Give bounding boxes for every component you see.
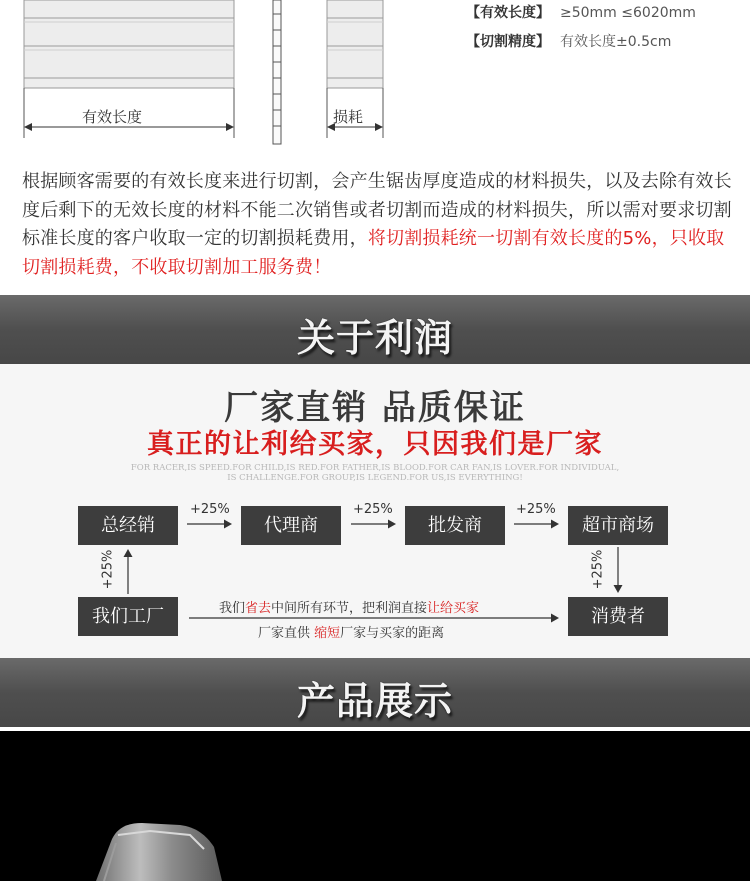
profile-drawing [0,0,750,160]
profit-section [0,364,750,658]
markup-label: +25% [353,502,393,517]
text: 厂家直供 [258,626,315,641]
english-slogan-line: FOR RACER,IS SPEED.FOR CHILD,IS RED.FOR FATHER,IS BLOOD.FOR CAR FAN,IS LOVER.FOR INDIVIDUAL, [130,463,620,473]
banner-title: 关于利润 [296,316,453,360]
english-slogan-line: IS CHALLENGE.FOR GROUP,IS LEGEND.FOR US,IS EVERYTHING! [227,473,523,483]
direct-supply-line-1 [219,597,479,616]
loss-label: 损耗 [333,108,364,126]
direct-supply-line-2 [258,622,444,641]
chain-box-general-distributor: 总经销 [78,506,178,545]
factory-box: 我们工厂 [78,597,178,636]
spec-label: 【有效长度】 [466,5,550,21]
profit-subheadline: 真正的让利给买家，只因我们是厂家 [147,429,603,460]
spec-value: 有效长度±0.5cm [560,34,672,50]
markup-label: +25% [190,502,230,517]
markup-label-vertical: +25% [590,549,606,590]
product-section-banner [0,658,750,727]
spec-label: 【切割精度】 [466,34,550,50]
description-highlight: 将切割损耗统一切割有效长度的5%，只收取切割损耗费，不收取切割加工服务费！ [22,228,725,278]
text: 我们 [219,601,246,616]
banner-title: 产品展示 [296,679,453,723]
spec-value: ≥50mm ≤6020mm [560,5,696,21]
aluminum-profile-image [0,731,750,881]
text: 中间所有环节，把利润直接 [271,601,428,616]
text-highlight: 缩短 [314,626,341,641]
spec-cut-precision [466,31,671,51]
chain-box-wholesaler: 批发商 [405,506,505,545]
cut-length-diagram [0,0,750,160]
profit-section-banner [0,295,750,364]
chain-box-agent: 代理商 [241,506,341,545]
text-highlight: 省去 [245,601,272,616]
markup-label: +25% [516,502,556,517]
description-text: 根据顾客需要的有效长度来进行切割，会产生锯齿厚度造成的材料损失，以及去除有效长度后剩下的无效长度的材料不能二次销售或者切割而造成的材料损失，所以需对要求切割标准长度的客户收取一定的切割损耗费用， [22,171,732,249]
profit-headline: 厂家直销 品质保证 [224,388,526,428]
chain-box-supermarket: 超市商场 [568,506,668,545]
effective-length-label: 有效长度 [82,108,143,126]
cutting-fee-description [22,168,732,282]
product-photo [0,731,750,881]
text-highlight: 让给买家 [427,601,480,616]
text: 厂家与买家的距离 [340,626,445,641]
consumer-box: 消费者 [568,597,668,636]
spec-effective-length [466,2,696,22]
markup-label-vertical: +25% [100,549,116,590]
